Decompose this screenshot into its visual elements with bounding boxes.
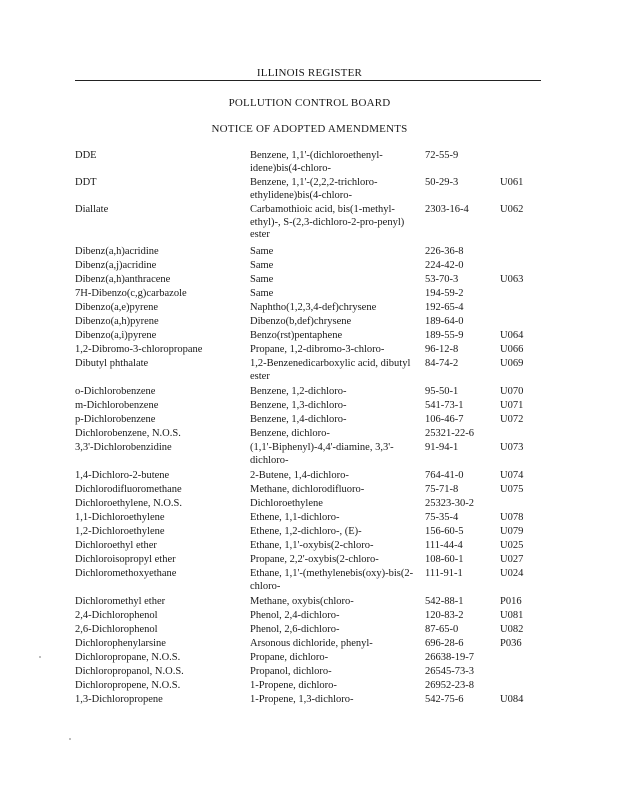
waste-code: U063 bbox=[500, 274, 524, 285]
waste-code: U074 bbox=[500, 470, 524, 481]
cas-number: 26952-23-8 bbox=[425, 680, 474, 691]
chemical-synonym: Propane, 2,2'-oxybis(2-chloro- bbox=[250, 554, 379, 565]
cas-number: 189-64-0 bbox=[425, 316, 464, 327]
notice-title: NOTICE OF ADOPTED AMENDMENTS bbox=[211, 123, 408, 135]
cas-number: 224-42-0 bbox=[425, 260, 464, 271]
chemical-name: Dichloroisopropyl ether bbox=[75, 554, 176, 565]
chemical-synonym: Benzene, 1,1'-(2,2,2-trichloro-ethylidene)bis(4-chloro- bbox=[250, 177, 378, 201]
chemical-synonym: 1-Propene, 1,3-dichloro- bbox=[250, 694, 354, 705]
cas-number: 87-65-0 bbox=[425, 624, 459, 635]
chemical-name: Dichlorodifluoromethane bbox=[75, 484, 182, 495]
cas-number: 111-91-1 bbox=[425, 568, 463, 579]
chemical-synonym: Ethane, 1,1'-oxybis(2-chloro- bbox=[250, 540, 374, 551]
chemical-name: Dichloropropanol, N.O.S. bbox=[75, 666, 184, 677]
chemical-name: Dibenzo(a,i)pyrene bbox=[75, 330, 157, 341]
register-title: ILLINOIS REGISTER bbox=[256, 67, 363, 79]
chemical-synonym: Same bbox=[250, 260, 274, 271]
chemical-name: Dibenz(a,h)acridine bbox=[75, 246, 159, 257]
waste-code: U073 bbox=[500, 442, 524, 453]
margin-mark bbox=[39, 656, 41, 658]
chemical-synonym: (1,1'-Biphenyl)-4,4'-diamine, 3,3'-dichloro- bbox=[250, 442, 394, 466]
chemical-name: 3,3'-Dichlorobenzidine bbox=[75, 442, 172, 453]
waste-code: U061 bbox=[500, 177, 524, 188]
cas-number: 26638-19-7 bbox=[425, 652, 474, 663]
waste-code: U066 bbox=[500, 344, 524, 355]
chemical-name: p-Dichlorobenzene bbox=[75, 414, 156, 425]
waste-code: P016 bbox=[500, 596, 522, 607]
cas-number: 542-88-1 bbox=[425, 596, 464, 607]
chemical-name: 1,4-Dichloro-2-butene bbox=[75, 470, 170, 481]
chemical-name: 1,2-Dichloroethylene bbox=[75, 526, 165, 537]
chemical-synonym: Methane, dichlorodifluoro- bbox=[250, 484, 365, 495]
cas-number: 194-59-2 bbox=[425, 288, 464, 299]
waste-code: U079 bbox=[500, 526, 524, 537]
cas-number: 25321-22-6 bbox=[425, 428, 474, 439]
waste-code: U071 bbox=[500, 400, 524, 411]
chemical-name: DDT bbox=[75, 177, 97, 188]
chemical-name: Dichloroethylene, N.O.S. bbox=[75, 498, 183, 509]
chemical-name: Dichloromethyl ether bbox=[75, 596, 166, 607]
cas-number: 91-94-1 bbox=[425, 442, 459, 453]
cas-number: 95-50-1 bbox=[425, 386, 459, 397]
chemical-synonym: Propanol, dichloro- bbox=[250, 666, 332, 677]
waste-code: U072 bbox=[500, 414, 524, 425]
chemical-synonym: Same bbox=[250, 274, 274, 285]
cas-number: 189-55-9 bbox=[425, 330, 464, 341]
waste-code: U081 bbox=[500, 610, 524, 621]
waste-code: U024 bbox=[500, 568, 524, 579]
chemical-name: 2,4-Dichlorophenol bbox=[75, 610, 158, 621]
chemical-name: Dibenz(a,h)anthracene bbox=[75, 274, 171, 285]
cas-number: 53-70-3 bbox=[425, 274, 459, 285]
chemical-synonym: 2-Butene, 1,4-dichloro- bbox=[250, 470, 349, 481]
cas-number: 764-41-0 bbox=[425, 470, 464, 481]
chemical-name: 2,6-Dichlorophenol bbox=[75, 624, 158, 635]
cas-number: 106-46-7 bbox=[425, 414, 464, 425]
cas-number: 108-60-1 bbox=[425, 554, 464, 565]
chemical-name: Dichloropropane, N.O.S. bbox=[75, 652, 181, 663]
header-rule bbox=[75, 80, 541, 81]
cas-number: 75-71-8 bbox=[425, 484, 459, 495]
waste-code: U075 bbox=[500, 484, 524, 495]
cas-number: 696-28-6 bbox=[425, 638, 464, 649]
cas-number: 25323-30-2 bbox=[425, 498, 474, 509]
chemical-synonym: Dichloroethylene bbox=[250, 498, 323, 509]
board-title: POLLUTION CONTROL BOARD bbox=[228, 97, 391, 109]
cas-number: 84-74-2 bbox=[425, 358, 459, 369]
chemical-synonym: Benzene, 1,2-dichloro- bbox=[250, 386, 347, 397]
chemical-name: Dibenz(a,j)acridine bbox=[75, 260, 157, 271]
chemical-name: m-Dichlorobenzene bbox=[75, 400, 159, 411]
chemical-synonym: Methane, oxybis(chloro- bbox=[250, 596, 354, 607]
cas-number: 96-12-8 bbox=[425, 344, 459, 355]
waste-code: U069 bbox=[500, 358, 524, 369]
chemical-name: 1,3-Dichloropropene bbox=[75, 694, 163, 705]
chemical-synonym: Ethane, 1,1'-(methylenebis(oxy)-bis(2-chloro- bbox=[250, 568, 414, 592]
chemical-name: Dichloromethoxyethane bbox=[75, 568, 177, 579]
chemical-synonym: Benzo(rst)pentaphene bbox=[250, 330, 343, 341]
cas-number: 50-29-3 bbox=[425, 177, 459, 188]
chemical-synonym: Naphtho(1,2,3,4-def)chrysene bbox=[250, 302, 377, 313]
waste-code: U078 bbox=[500, 512, 524, 523]
waste-code: P036 bbox=[500, 638, 522, 649]
cas-number: 192-65-4 bbox=[425, 302, 464, 313]
cas-number: 2303-16-4 bbox=[425, 204, 469, 215]
margin-mark bbox=[69, 738, 71, 740]
chemical-synonym: 1,2-Benzenedicarboxylic acid, dibutyl ester bbox=[250, 358, 411, 382]
chemical-name: Dichloropropene, N.O.S. bbox=[75, 680, 181, 691]
chemical-synonym: Same bbox=[250, 246, 274, 257]
chemical-name: 1,2-Dibromo-3-chloropropane bbox=[75, 344, 203, 355]
cas-number: 72-55-9 bbox=[425, 150, 459, 161]
chemical-synonym: 1-Propene, dichloro- bbox=[250, 680, 337, 691]
cas-number: 542-75-6 bbox=[425, 694, 464, 705]
chemical-name: DDE bbox=[75, 150, 97, 161]
cas-number: 111-44-4 bbox=[425, 540, 463, 551]
chemical-name: Dibenzo(a,e)pyrene bbox=[75, 302, 159, 313]
chemical-name: Dichloroethyl ether bbox=[75, 540, 157, 551]
cas-number: 226-36-8 bbox=[425, 246, 464, 257]
chemical-name: Dichlorophenylarsine bbox=[75, 638, 166, 649]
waste-code: U062 bbox=[500, 204, 524, 215]
waste-code: U025 bbox=[500, 540, 524, 551]
chemical-name: 7H-Dibenzo(c,g)carbazole bbox=[75, 288, 187, 299]
chemical-synonym: Benzene, 1,3-dichloro- bbox=[250, 400, 347, 411]
chemical-synonym: Carbamothioic acid, bis(1-methyl-ethyl)-, S-(2,3-dichloro-2-pro-penyl) ester bbox=[250, 204, 405, 240]
chemical-synonym: Phenol, 2,6-dichloro- bbox=[250, 624, 340, 635]
cas-number: 120-83-2 bbox=[425, 610, 464, 621]
waste-code: U084 bbox=[500, 694, 524, 705]
chemical-name: Dichlorobenzene, N.O.S. bbox=[75, 428, 181, 439]
chemical-synonym: Benzene, 1,4-dichloro- bbox=[250, 414, 347, 425]
chemical-name: Dibutyl phthalate bbox=[75, 358, 149, 369]
chemical-synonym: Dibenzo(b,def)chrysene bbox=[250, 316, 352, 327]
cas-number: 75-35-4 bbox=[425, 512, 459, 523]
chemical-name: Diallate bbox=[75, 204, 109, 215]
cas-number: 26545-73-3 bbox=[425, 666, 474, 677]
chemical-name: 1,1-Dichloroethylene bbox=[75, 512, 165, 523]
chemical-synonym: Arsonous dichloride, phenyl- bbox=[250, 638, 373, 649]
waste-code: U027 bbox=[500, 554, 524, 565]
chemical-name: o-Dichlorobenzene bbox=[75, 386, 156, 397]
chemical-synonym: Benzene, dichloro- bbox=[250, 428, 330, 439]
cas-number: 156-60-5 bbox=[425, 526, 464, 537]
waste-code: U082 bbox=[500, 624, 524, 635]
chemical-synonym: Ethene, 1,1-dichloro- bbox=[250, 512, 340, 523]
chemical-name: Dibenzo(a,h)pyrene bbox=[75, 316, 159, 327]
waste-code: U070 bbox=[500, 386, 524, 397]
chemical-synonym: Propane, dichloro- bbox=[250, 652, 329, 663]
chemical-synonym: Phenol, 2,4-dichloro- bbox=[250, 610, 340, 621]
cas-number: 541-73-1 bbox=[425, 400, 464, 411]
chemical-synonym: Same bbox=[250, 288, 274, 299]
chemical-synonym: Ethene, 1,2-dichloro-, (E)- bbox=[250, 526, 362, 537]
chemical-synonym: Propane, 1,2-dibromo-3-chloro- bbox=[250, 344, 385, 355]
chemical-synonym: Benzene, 1,1'-(dichloroethenyl-idene)bis(4-chloro- bbox=[250, 150, 383, 174]
waste-code: U064 bbox=[500, 330, 524, 341]
